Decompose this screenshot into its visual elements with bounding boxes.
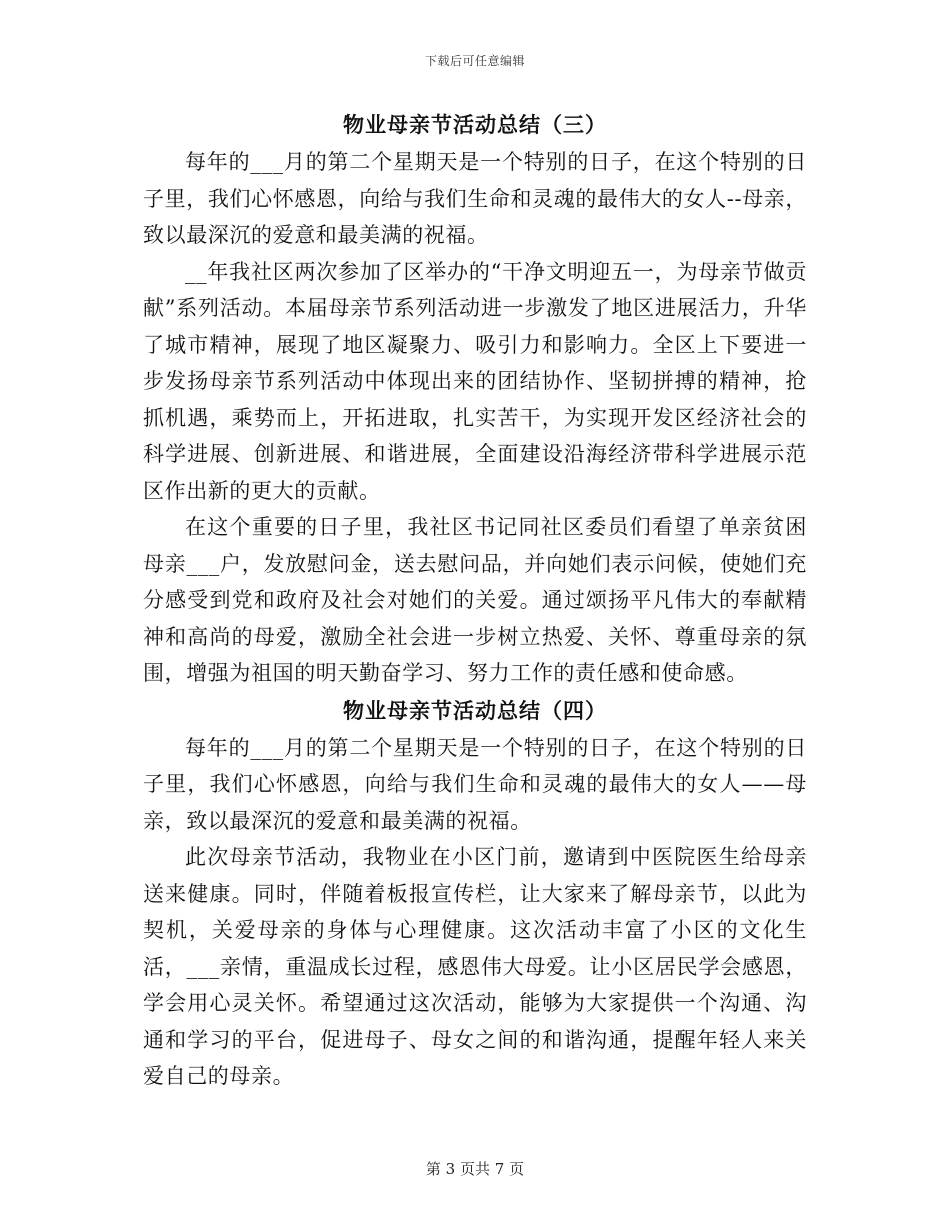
paragraph: 在这个重要的日子里，我社区书记同社区委员们看望了单亲贫困母亲___户，发放慰问金，送去慰问品，并向她们表示问候，使她们充分感受到党和政府及社会对她们的关爱。通过颂扬平凡伟大的奉献精神和高尚的母爱，激励全社会进一步树立热爱、关怀、尊重母亲的氛围，增强为祖国的明天勤奋学习、努力工作的责任感和使命感。: [143, 515, 807, 685]
paragraph: __年我社区两次参加了区举办的“干净文明迎五一，为母亲节做贡献”系列活动。本届母亲节系列活动进一步激发了地区进展活力，升华了城市精神，展现了地区凝聚力、吸引力和影响力。全区上下要进一步发扬母亲节系列活动中体现出来的团结协作、坚韧拼搏的精神，抢抓机遇，乘势而上，开拓进取，扎实苦干，为实现开发区经济社会的科学进展、创新进展、和谐进展，全面建设沿海经济带科学进展示范区作出新的更大的贡献。: [143, 259, 807, 503]
section-title: 物业母亲节活动总结（四）: [343, 698, 607, 723]
paragraph: 此次母亲节活动，我物业在小区门前，邀请到中医院医生给母亲送来健康。同时，伴随着板报宣传栏，让大家来了解母亲节，以此为契机，关爱母亲的身体与心理健康。这次活动丰富了小区的文化生活，___亲情，重温成长过程，感恩伟大母爱。让小区居民学会感恩，学会用心灵关怀。希望通过这次活动，能够为大家提供一个沟通、沟通和学习的平台，促进母子、母女之间的和谐沟通，提醒年轻人来关爱自己的母亲。: [143, 845, 807, 1088]
header-note: 下载后可任意编辑: [424, 54, 525, 68]
document-body: [143, 106, 807, 1095]
paragraph: 每年的___月的第二个星期天是一个特别的日子，在这个特别的日子里，我们心怀感恩，向给与我们生命和灵魂的最伟大的女人--母亲，致以最深沉的爱意和最美满的祝福。: [143, 150, 807, 247]
section-four: [143, 692, 807, 1095]
section-three: [143, 106, 807, 692]
section-title: 物业母亲节活动总结（三）: [343, 113, 607, 137]
paragraph: 每年的___月的第二个星期天是一个特别的日子，在这个特别的日子里，我们心怀感恩，向给与我们生命和灵魂的最伟大的女人——母亲，致以最深沉的爱意和最美满的祝福。: [143, 735, 807, 833]
page-number: 第 3 页共 7 页: [425, 1160, 525, 1178]
